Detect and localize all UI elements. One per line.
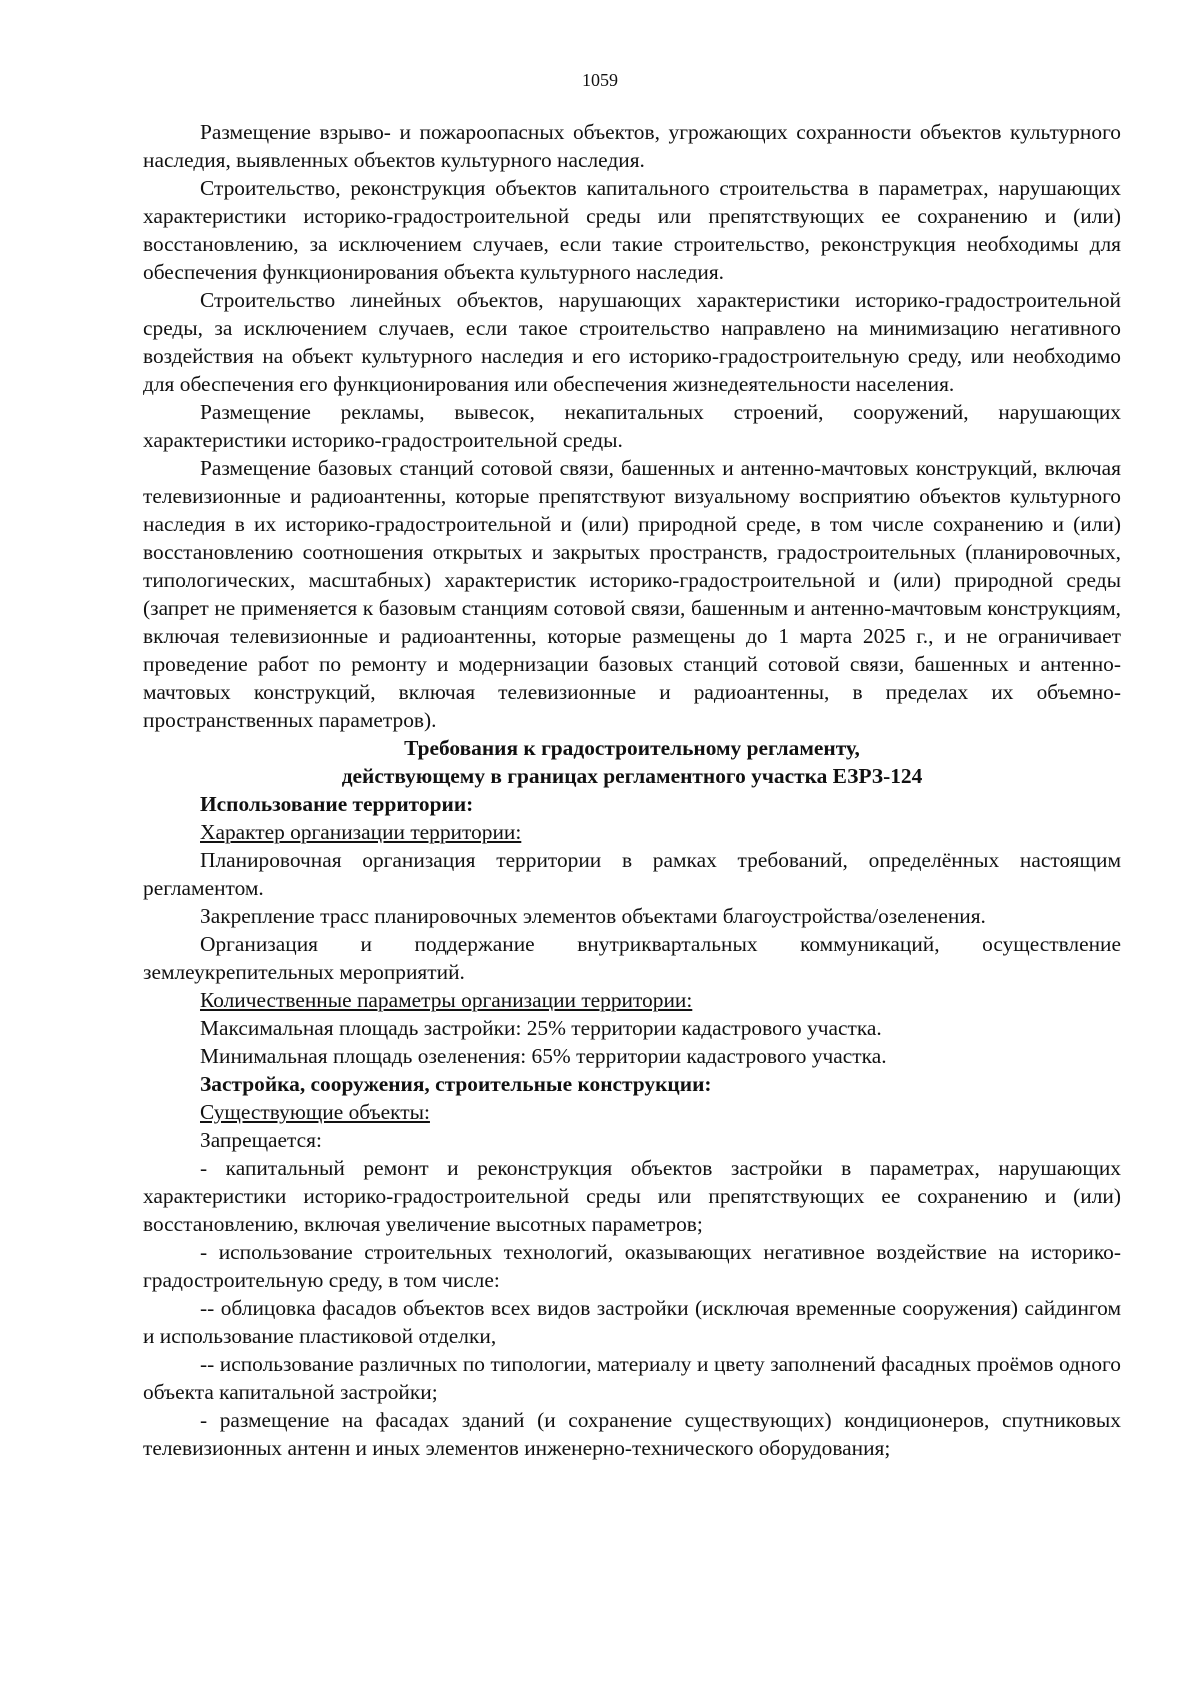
paragraph: Закрепление трасс планировочных элементов объектами благоустройства/озеленения.: [200, 904, 986, 928]
quantitative-item: Минимальная площадь озеленения: 65% территории кадастрового участка.: [200, 1044, 887, 1068]
paragraph: Строительство, реконструкция объектов капитального строительства в параметрах, нарушающих характеристики историко-градостроительной среды или препятствующих ее сохранению и (или) восстановлению, за исключением случаев, если такие строительство, реконструкция необходимы для обеспечения функционирования объекта культурного наследия.: [143, 176, 1121, 284]
prohibited-item: - капитальный ремонт и реконструкция объектов застройки в параметрах, нарушающих характеристики историко-градостроительной среды или препятствующих ее сохранению и (или) восстановлению, включая увеличение высотных параметров;: [143, 1156, 1121, 1236]
paragraph: Размещение рекламы, вывесок, некапитальных строений, сооружений, нарушающих характеристики историко-градостроительной среды.: [143, 400, 1121, 452]
paragraph: Планировочная организация территории в рамках требований, определённых настоящим регламентом.: [143, 848, 1121, 900]
existing-objects-heading: Существующие объекты:: [200, 1100, 430, 1124]
section-title-line-1: Требования к градостроительному регламенту,: [404, 736, 860, 760]
section-title-line-2: действующему в границах регламентного участка ЕЗРЗ-124: [341, 764, 923, 788]
quantitative-heading: Количественные параметры организации территории:: [200, 988, 693, 1012]
usage-heading: Использование территории:: [200, 792, 474, 816]
prohibited-item: -- облицовка фасадов объектов всех видов застройки (исключая временные сооружения) сайдингом и использование пластиковой отделки,: [143, 1296, 1121, 1348]
organization-character-heading: Характер организации территории:: [200, 820, 522, 844]
prohibited-item: -- использование различных по типологии, материалу и цвету заполнений фасадных проёмов одного объекта капитальной застройки;: [143, 1352, 1121, 1404]
prohibited-item: - размещение на фасадах зданий (и сохранение существующих) кондиционеров, спутниковых телевизионных антенн и иных элементов инженерно-технического оборудования;: [143, 1408, 1121, 1460]
page-number: 1059: [582, 70, 618, 90]
prohibited-label: Запрещается:: [200, 1128, 322, 1152]
document-body: [143, 118, 1121, 1462]
paragraph: Размещение взрыво- и пожароопасных объектов, угрожающих сохранности объектов культурного наследия, выявленных объектов культурного наследия.: [143, 120, 1121, 172]
quantitative-item: Максимальная площадь застройки: 25% территории кадастрового участка.: [200, 1016, 882, 1040]
paragraph: Строительство линейных объектов, нарушающих характеристики историко-градостроительной среды, за исключением случаев, если такое строительство направлено на минимизацию негативного воздействия на объект культурного наследия и его историко-градостроительную среду, или необходимо для обеспечения его функционирования или обеспечения жизнедеятельности населения.: [143, 288, 1121, 396]
paragraph: Размещение базовых станций сотовой связи, башенных и антенно-мачтовых конструкций, включая телевизионные и радиоантенны, которые препятствуют визуальному восприятию объектов культурного наследия в их историко-градостроительной и (или) природной среде, в том числе сохранению и (или) восстановлению соотношения открытых и закрытых пространств, градостроительных (планировочных, типологических, масштабных) характеристик историко-градостроительной и (или) природной среды (запрет не применяется к базовым станциям сотовой связи, башенным и антенно-мачтовым конструкциям, включая телевизионные и радиоантенны, которые размещены до 1 марта 2025 г., и не ограничивает проведение работ по ремонту и модернизации базовых станций сотовой связи, башенных и антенно-мачтовых конструкций, включая телевизионные и радиоантенны, в пределах их объемно-пространственных параметров).: [143, 456, 1121, 732]
paragraph: Организация и поддержание внутриквартальных коммуникаций, осуществление землеукрепительных мероприятий.: [143, 932, 1121, 984]
construction-heading: Застройка, сооружения, строительные конструкции:: [200, 1072, 712, 1096]
prohibited-item: - использование строительных технологий, оказывающих негативное воздействие на историко-градостроительную среду, в том числе:: [143, 1240, 1121, 1292]
